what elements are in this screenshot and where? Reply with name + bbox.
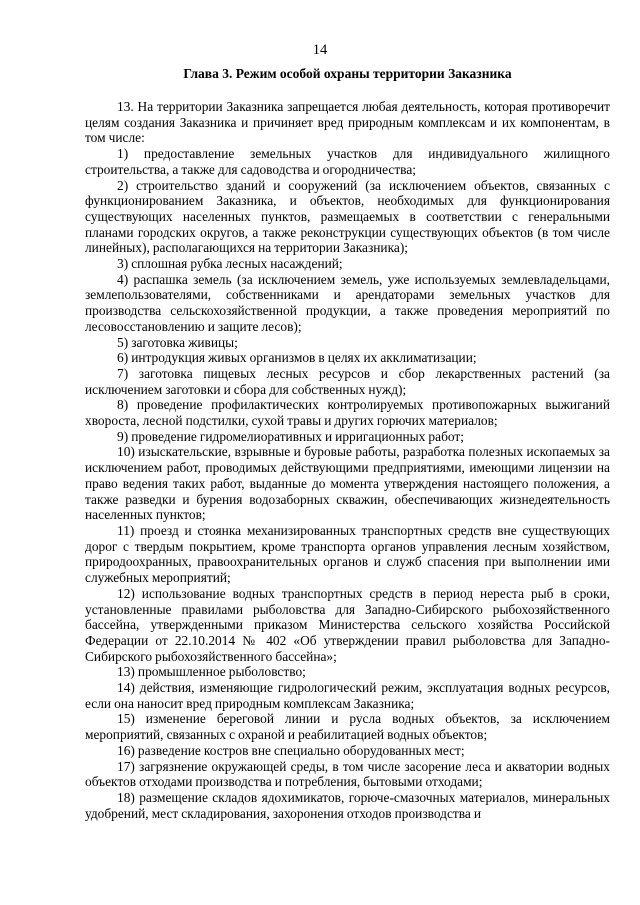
list-item-17: 17) загрязнение окружающей среды, в том числе засорение леса и акватории водных объектов отходами производства и потребления, бытовыми отходами; — [85, 758, 610, 790]
list-item-13: 13) промышленное рыболовство; — [117, 664, 306, 680]
list-item-5: 5) заготовка живицы; — [117, 334, 238, 350]
list-item-11: 11) проезд и стоянка механизированных транспортных средств вне существующих дорог с твердым покрытием, кроме транспорта органов управления лесным хозяйством, природоохранных, правоохранительных органов и служб спасения при выполнении ими служебных мероприятий; — [85, 522, 610, 586]
list-item-1: 1) предоставление земельных участков для индивидуального жилищного строительства, а также для садоводства и огородничества; — [85, 146, 610, 177]
list-item-10: 10) изыскательские, взрывные и буровые работы, разработка полезных ископаемых за исключением работ, проводимых действующими предприятиями, имеющими лицензии на право ведения таких работ, выданные до момента утверждения настоящего положения, а также разведки и бурения водозаборных скважин, обеспечивающих жизнедеятельность населенных пунктов; — [85, 444, 610, 523]
chapter-heading: Глава 3. Режим особой охраны территории Заказника — [183, 66, 512, 81]
list-item-18: 18) размещение складов ядохимикатов, горюче-смазочных материалов, минеральных удобрений, мест складирования, захоронения отходов производства и — [85, 789, 610, 821]
list-item-16: 16) разведение костров вне специально оборудованных мест; — [117, 742, 465, 758]
list-item-7: 7) заготовка пищевых лесных ресурсов и сбор лекарственных растений (за исключением заготовки и сбора для собственных нужд); — [85, 365, 610, 397]
list-item-2: 2) строительство зданий и сооружений (за исключением объектов, связанных с функционированием Заказника, и объектов, необходимых для функционирования существующих населенных пунктов, размещаемых в соответствии с генеральными планами городских округов, а также реконструкции существующих объектов (в том числе линейных), располагающихся на территории Заказника); — [85, 177, 610, 256]
paragraph-intro-13: 13. На территории Заказника запрещается любая деятельность, которая противоречит целям создания Заказника и причиняет вред природным комплексам и их компонентам, в том числе: — [85, 99, 610, 146]
list-item-3: 3) сплошная рубка лесных насаждений; — [117, 256, 343, 272]
list-item-6: 6) интродукция живых организмов в целях их акклиматизации; — [117, 350, 477, 366]
page-number: 14 — [312, 42, 328, 58]
document-body — [85, 99, 610, 821]
list-item-14: 14) действия, изменяющие гидрологический режим, эксплуатация водных ресурсов, если она наносит вред природным комплексам Заказника; — [85, 680, 610, 711]
list-item-9: 9) проведение гидромелиоративных и ирригационных работ; — [117, 428, 464, 444]
list-item-12: 12) использование водных транспортных средств в период нереста рыб в сроки, установленные правилами рыболовства для Западно-Сибирского рыбохозяйственного бассейна, утвержденными приказом Министерства сельского хозяйства Российской Федерации от 22.10.2014 № 402 «Об утверждении правил рыболовства для Западно-Сибирского рыбохозяйственного бассейна»; — [85, 585, 610, 664]
list-item-8: 8) проведение профилактических контролируемых противопожарных выжиганий хвороста, лесной подстилки, сухой травы и других горючих материалов; — [85, 397, 610, 429]
list-item-15: 15) изменение береговой линии и русла водных объектов, за исключением мероприятий, связанных с охраной и реабилитацией водных объектов; — [85, 711, 610, 743]
list-item-4: 4) распашка земель (за исключением земель, уже используемых землевладельцами, землепользователями, собственниками и арендаторами земельных участков для производства сельскохозяйственной продукции, а также проведения мероприятий по лесовосстановлению и защите лесов); — [85, 271, 610, 334]
